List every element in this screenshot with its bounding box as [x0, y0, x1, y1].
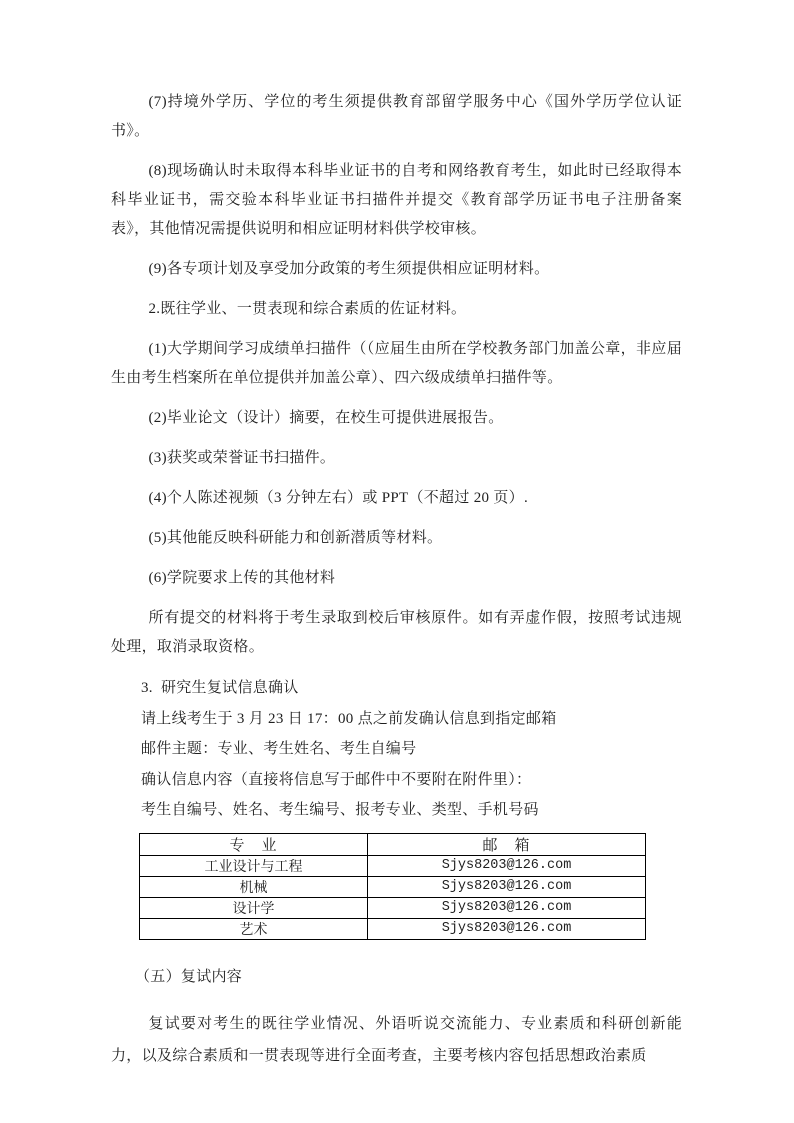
email-cell: Sjys8203@126.com — [368, 897, 646, 918]
paragraph-item-5: (5)其他能反映科研能力和创新潜质等材料。 — [148, 530, 443, 546]
table-row — [140, 897, 646, 918]
major-cell: 机械 — [140, 876, 368, 897]
table-header-major: 专 业 — [140, 833, 368, 855]
email-cell: Sjys8203@126.com — [368, 855, 646, 876]
line-deadline: 请上线考生于 3 月 23 日 17：00 点之前发确认信息到指定邮箱 — [141, 710, 557, 727]
major-cell: 设计学 — [140, 897, 368, 918]
paragraph-review-scope: 复试要对考生的既往学业情况、外语听说交流能力、专业素质和科研创新能力，以及综合素质和一贯表现等进行全面考查，主要考核内容包括思想政治素质 — [111, 1015, 682, 1064]
email-cell: Sjys8203@126.com — [368, 876, 646, 897]
paragraph-item-3: (3)获奖或荣誉证书扫描件。 — [148, 450, 336, 466]
line-mail-subject: 邮件主题：专业、考生姓名、考生自编号 — [141, 741, 417, 757]
paragraph-item-8: (8)现场确认时未取得本科毕业证书的自考和网络教育考生，如此时已经取得本科毕业证书，需交验本科毕业证书扫描件并提交《教育部学历证书电子注册备案表》，其他情况需提供说明和相应证明材料供学校审核。 — [111, 163, 682, 237]
document-body — [111, 88, 682, 662]
paragraph-item-4: (4)个人陈述视频（3 分钟左右）或 PPT（不超过 20 页）. — [148, 490, 528, 506]
major-cell: 工业设计与工程 — [140, 855, 368, 876]
table-row — [140, 918, 646, 939]
paragraph-item-2: (2)毕业论文（设计）摘要，在校生可提供进展报告。 — [148, 410, 504, 426]
email-cell: Sjys8203@126.com — [368, 918, 646, 939]
table-row — [140, 855, 646, 876]
heading-section-3: 3. 研究生复试信息确认 — [141, 680, 299, 696]
confirmation-info-section — [111, 673, 682, 826]
line-candidate-fields: 考生自编号、姓名、考生编号、报考专业、类型、手机号码 — [141, 802, 539, 818]
paragraph-item-7: (7)持境外学历、学位的考生须提供教育部留学服务中心《国外学历学位认证书》。 — [111, 94, 682, 139]
major-cell: 艺术 — [140, 918, 368, 939]
paragraph-item-9: (9)各专项计划及享受加分政策的考生须提供相应证明材料。 — [148, 261, 550, 277]
paragraph-materials-review: 所有提交的材料将于考生录取到校后审核原件。如有弄虚作假，按照考试违规处理，取消录取资格。 — [111, 610, 682, 655]
table-row — [140, 876, 646, 897]
table-header-row — [140, 833, 646, 855]
table-header-email: 邮 箱 — [368, 833, 646, 855]
paragraph-item-6: (6)学院要求上传的其他材料 — [148, 570, 336, 586]
line-confirmation-content: 确认信息内容（直接将信息写于邮件中不要附在附件里）： — [141, 771, 532, 788]
review-content-section — [111, 962, 682, 1073]
confirmation-email-table — [139, 833, 646, 940]
heading-section-5: （五）复试内容 — [135, 968, 243, 985]
paragraph-item-1: (1)大学期间学习成绩单扫描件（（应届生由所在学校教务部门加盖公章，非应届生由考生档案所在单位提供并加盖公章）、四六级成绩单扫描件等。 — [111, 341, 682, 386]
paragraph-section-2: 2.既往学业、一贯表现和综合素质的佐证材料。 — [148, 301, 467, 317]
